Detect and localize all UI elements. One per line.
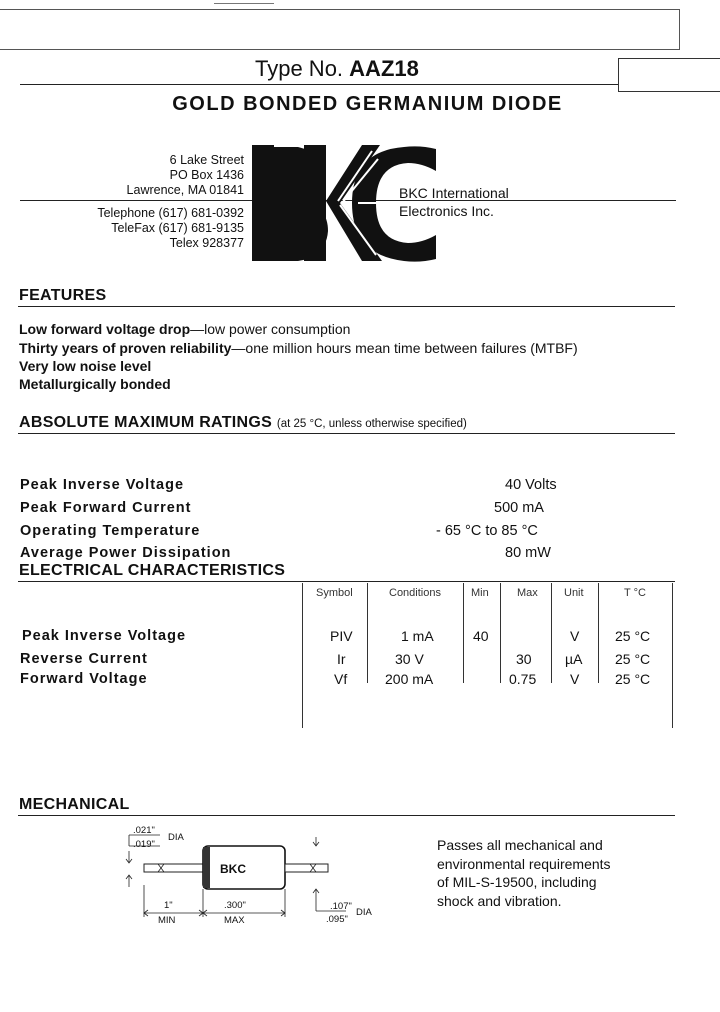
lead-length-note: MIN [158,915,176,926]
table-divider [463,583,464,683]
address-telefax: TeleFax (617) 681-9135 [111,221,244,235]
ec-unit: V [570,671,580,687]
address-city: Lawrence, MA 01841 [126,183,244,197]
rating-value: 500 mA [494,500,544,516]
col-header-conditions: Conditions [389,587,441,599]
body-length: .300" [224,900,246,911]
ec-symbol: Ir [337,651,346,667]
table-divider [598,583,599,683]
rating-label: Operating Temperature [20,523,201,539]
feature-item: Very low noise level [19,358,152,374]
ec-temp: 25 °C [615,671,651,687]
ec-conditions: 200 mA [385,671,434,687]
address-telex: Telex 928377 [169,236,244,250]
ec-row-label: Forward Voltage [20,671,148,687]
lead-dia-min: .019" [133,839,155,850]
col-header-unit: Unit [564,587,584,599]
lead-dia-max: .021" [133,825,155,836]
company-name-line2: Electronics Inc. [399,203,494,219]
ec-symbol: PIV [330,628,353,644]
ec-min: 40 [473,628,489,644]
col-header-temp: T °C [624,587,646,599]
mechanical-heading: MECHANICAL [19,796,130,813]
col-header-symbol: Symbol [316,587,353,599]
type-title: Type No. AAZ18 [255,56,419,81]
ec-temp: 25 °C [615,651,651,667]
features-heading: FEATURES [19,287,107,304]
col-header-max: Max [517,587,538,599]
electrical-heading: ELECTRICAL CHARACTERISTICS [19,562,286,579]
table-divider [367,583,368,683]
rating-value: 80 mW [505,545,551,561]
table-divider [500,583,501,683]
rating-label: Peak Inverse Voltage [20,477,185,493]
mechanical-rule [18,815,675,816]
table-divider [672,583,673,728]
lead-dia-label: DIA [168,832,184,843]
address-telephone: Telephone (617) 681-0392 [97,206,244,220]
col-header-min: Min [471,587,489,599]
address-street: 6 Lake Street [169,153,244,167]
rating-value: - 65 °C to 85 °C [436,523,538,539]
lead-length: 1" [164,900,173,911]
table-divider [302,583,303,728]
ec-symbol: Vf [334,671,348,687]
title-rule [20,84,618,85]
feature-item: Low forward voltage drop—low power consumption [19,321,351,337]
ec-max: 30 [516,651,532,667]
ratings-heading: ABSOLUTE MAXIMUM RATINGS (at 25 °C, unless otherwise specified) [19,414,467,431]
company-name-line1: BKC International [399,185,509,201]
top-border-box [0,9,680,50]
ec-conditions: 30 V [395,651,424,667]
ec-row-label: Peak Inverse Voltage [22,628,187,644]
ratings-rule [18,433,675,434]
product-subtitle: GOLD BONDED GERMANIUM DIODE [172,93,563,115]
table-divider [551,583,552,683]
ratings-note: (at 25 °C, unless otherwise specified) [276,418,467,430]
electrical-rule [18,581,675,582]
rating-label: Average Power Dissipation [20,545,232,561]
rating-value: 40 Volts [505,477,557,493]
body-length-note: MAX [224,915,245,926]
ec-row-label: Reverse Current [20,651,148,667]
ec-temp: 25 °C [615,628,651,644]
ec-conditions: 1 mA [401,628,434,644]
body-dia-label: DIA [356,907,372,918]
corner-box [618,58,720,92]
mechanical-description: Passes all mechanical and environmental requirements of MIL-S-19500, including shock and vibration. [437,837,611,909]
address-po-box: PO Box 1436 [169,168,244,182]
ec-max: 0.75 [509,671,537,687]
scan-mark [214,3,274,4]
features-rule [18,306,675,307]
body-dia-max: .107" [330,901,352,912]
diode-body-label: BKC [220,862,246,876]
feature-item: Metallurgically bonded [19,376,171,392]
ec-unit: V [570,628,580,644]
rating-label: Peak Forward Current [20,500,192,516]
feature-item: Thirty years of proven reliability—one million hours mean time between failures (MTBF) [19,340,578,356]
body-dia-min: .095" [326,914,348,925]
ec-unit: µA [565,651,583,667]
